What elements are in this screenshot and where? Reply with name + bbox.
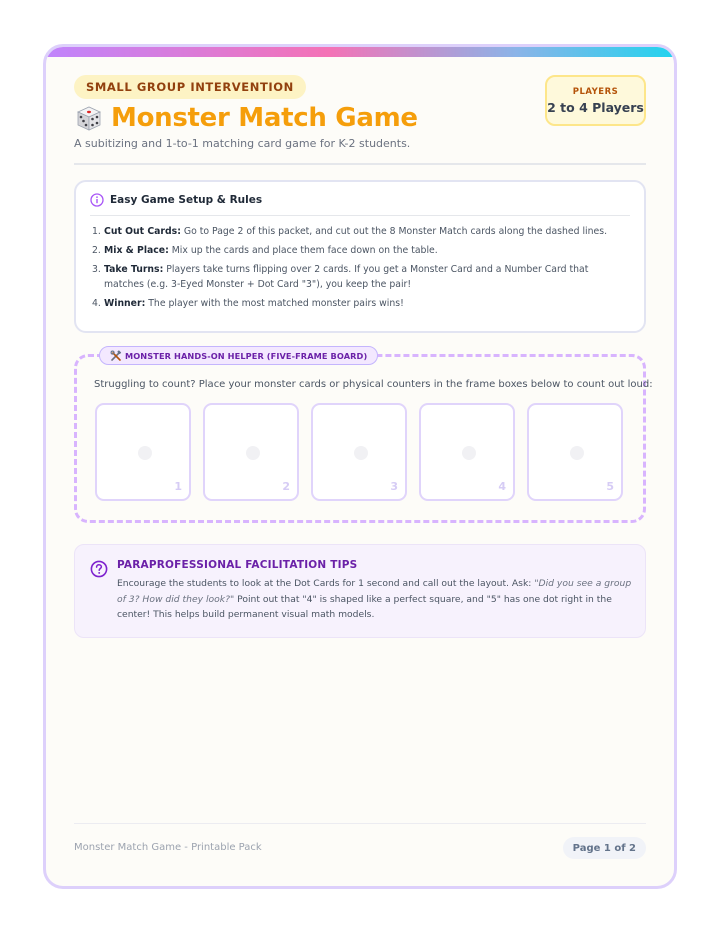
frame-number: 2 (282, 480, 290, 493)
frame-row (95, 403, 623, 501)
players-label: PLAYERS (572, 86, 619, 97)
players-value: 2 to 4 Players (547, 99, 644, 115)
rule-heading: Take Turns: (104, 264, 164, 275)
helper-tab-label: MONSTER HANDS-ON HELPER (FIVE-FRAME BOARD) (125, 350, 368, 361)
frame-box[interactable] (527, 403, 623, 501)
rule-text: Mix up the cards and place them face down on the table. (168, 245, 438, 256)
title-row (74, 101, 418, 135)
players-box (545, 75, 646, 126)
rule-heading: Mix & Place: (104, 245, 169, 256)
rules-header (90, 193, 262, 207)
rule-number: 3. (92, 264, 101, 275)
helper-tab (99, 346, 378, 365)
rule-item (92, 224, 630, 239)
five-frame-board (74, 350, 653, 523)
rule-item (92, 296, 630, 311)
worksheet-page (43, 44, 677, 889)
helper-prompt: Struggling to count? Place your monster cards or physical counters in the frame boxes below to count out loud: (94, 379, 653, 390)
rule-number: 2. (92, 245, 101, 256)
info-icon (90, 193, 104, 207)
frame-box[interactable] (95, 403, 191, 501)
frame-placeholder-dot (354, 446, 368, 460)
tips-quote: "Did you see a group of 3? How did they look?" (117, 578, 632, 605)
rules-divider (90, 215, 630, 216)
group-badge: SMALL GROUP INTERVENTION (74, 75, 306, 99)
frame-placeholder-dot (570, 446, 584, 460)
header-divider (74, 163, 646, 165)
dice-icon (74, 103, 104, 133)
tools-icon (110, 350, 122, 362)
question-icon (90, 560, 108, 578)
facilitation-tips-card (74, 544, 646, 638)
rule-text: The player with the most matched monster pairs wins! (145, 298, 404, 309)
rainbow-header-bar (46, 47, 674, 57)
frame-number: 1 (174, 480, 182, 493)
frame-placeholder-dot (246, 446, 260, 460)
frame-box[interactable] (311, 403, 407, 501)
rules-title: Easy Game Setup & Rules (110, 194, 263, 206)
tips-text-intro: Encourage the students to look at the Dot Cards for 1 second and call out the layout. Ask: (117, 578, 535, 589)
footer-divider (74, 823, 646, 824)
page-title: Monster Match Game (111, 103, 418, 133)
rule-number: 1. (92, 226, 101, 237)
frame-placeholder-dot (138, 446, 152, 460)
rule-text: Players take turns flipping over 2 cards. If you get a Monster Card and a Number Card that matches (e.g. 3-Eyed Monster + Dot Card "3"), you keep the pair! (104, 264, 589, 290)
tips-body (117, 576, 632, 623)
frame-box[interactable] (419, 403, 515, 501)
rule-heading: Winner: (104, 298, 146, 309)
rule-number: 4. (92, 298, 101, 309)
rules-card (74, 180, 646, 333)
tips-text-rest: Point out that "4" is shaped like a perfect square, and "5" has one dot right in the center! This helps build permanent visual math models. (117, 593, 612, 620)
rules-list (92, 224, 630, 315)
rule-text: Go to Page 2 of this packet, and cut out the 8 Monster Match cards along the dashed lines. (180, 226, 608, 237)
footer-caption: Monster Match Game - Printable Pack (74, 842, 262, 853)
frame-number: 5 (606, 480, 614, 493)
frame-placeholder-dot (462, 446, 476, 460)
page-subtitle: A subitizing and 1-to-1 matching card game for K-2 students. (74, 137, 411, 150)
frame-number: 3 (390, 480, 398, 493)
frame-number: 4 (498, 480, 506, 493)
page-number-badge: Page 1 of 2 (563, 837, 646, 859)
rule-item (92, 243, 630, 258)
rule-item (92, 262, 630, 292)
rule-heading: Cut Out Cards: (104, 226, 181, 237)
frame-box[interactable] (203, 403, 299, 501)
tips-title: PARAPROFESSIONAL FACILITATION TIPS (117, 559, 358, 571)
